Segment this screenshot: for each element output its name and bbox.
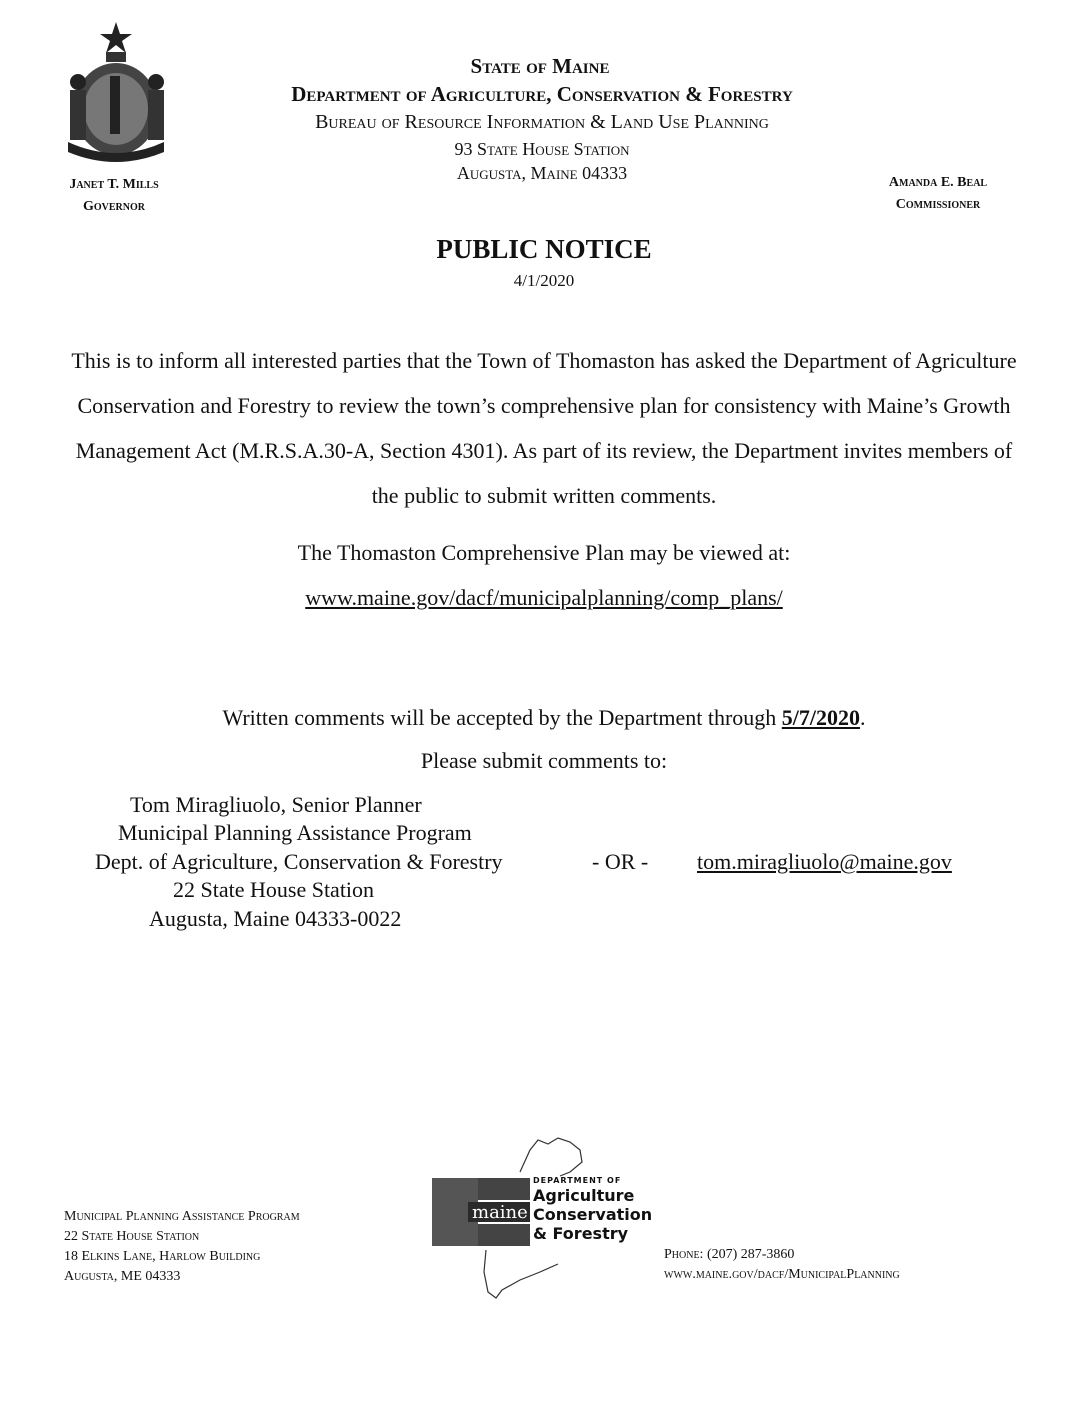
logo-line3: & Forestry [533,1224,629,1243]
logo-text [533,1176,652,1243]
footer-line2: 22 State House Station [64,1229,200,1244]
contact-email-link[interactable]: tom.miragliuolo@maine.gov [697,849,952,874]
or-separator: - OR - [592,849,649,874]
comments-prefix: Written comments will be accepted by the Department through [222,705,782,730]
contact-program: Municipal Planning Assistance Program [118,820,472,845]
bureau-name: Bureau of Resource Information & Land Use Planning [315,111,769,133]
notice-paragraph: This is to inform all interested parties that the Town of Thomaston has asked the Department of Agriculture Conservation and Forestry to review the town’s comprehensive plan for consistency with Maine’s Growth Management Act (M.R.S.A.30-A, Section 4301). As part of its review, the Department invites members of the public to submit written comments. [71,348,1017,508]
commissioner-title: Commissioner [895,197,981,212]
header-address-line2: Augusta, Maine 04333 [456,163,628,183]
logo-dept-of: DEPARTMENT OF [533,1176,622,1185]
comments-deadline-date: 5/7/2020 [781,705,861,730]
contact-department: Dept. of Agriculture, Conservation & Forestry [95,849,503,874]
footer-line4: Augusta, ME 04333 [64,1269,181,1284]
plan-url-container [0,585,1088,611]
governor-block [44,174,184,218]
plan-url-link[interactable]: www.maine.gov/dacf/municipalplanning/comp_plans/ [305,585,783,610]
contact-city: Augusta, Maine 04333-0022 [149,906,402,931]
logo-line2: Conservation [533,1205,653,1224]
footer-phone: Phone: (207) 287-3860 [664,1247,795,1262]
logo-line1: Agriculture [533,1186,635,1205]
commissioner-block [858,172,1018,216]
state-name: State of Maine [470,54,610,78]
comments-deadline-line [0,705,1088,731]
commissioner-name: Amanda E. Beal [888,175,988,190]
governor-name: Janet T. Mills [69,177,159,192]
footer-contact [664,1245,900,1285]
footer-line1: Municipal Planning Assistance Program [64,1209,300,1224]
governor-title: Governor [82,199,145,214]
department-name: Department of Agriculture, Conservation & Forestry [291,82,793,106]
view-intro: The Thomaston Comprehensive Plan may be viewed at: [297,540,791,565]
notice-date: 4/1/2020 [513,271,575,290]
footer-line3: 18 Elkins Lane, Harlow Building [64,1249,261,1264]
notice-title: PUBLIC NOTICE [436,234,652,264]
logo-maine-text: maine [472,1202,528,1223]
submit-to: Please submit comments to: [420,748,668,773]
header-address-line1: 93 State House Station [454,139,630,159]
contact-name: Tom Miragliuolo, Senior Planner [130,792,422,817]
footer-address [64,1207,300,1287]
contact-station: 22 State House Station [173,877,375,902]
comments-suffix: . [860,705,866,730]
footer-website: www.maine.gov/dacf/MunicipalPlanning [664,1267,900,1282]
